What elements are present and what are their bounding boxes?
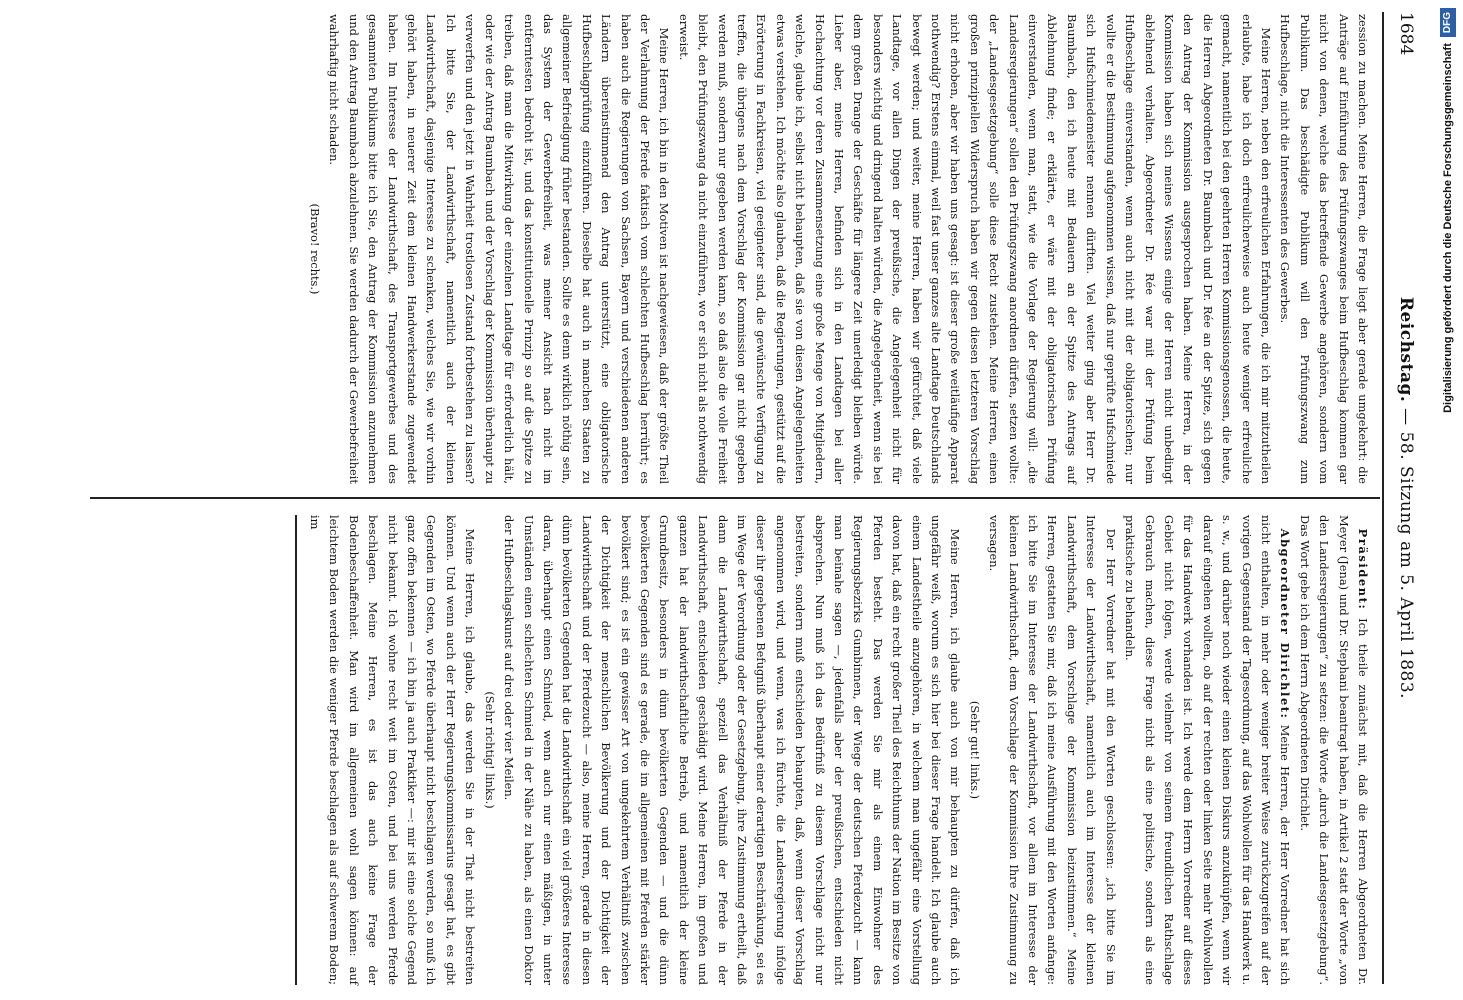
digitization-note-text: Digitalisierung gefördert durch die Deutsche Forschungsgemeinschaft xyxy=(1442,43,1454,413)
column-end-rule xyxy=(295,515,297,985)
left-paragraph: zession zu machen. Meine Herren, die Frage liegt aber gerade umgekehrt: die Anträge auf Einführung des Prüfungszwanges beim Hufbeschlag kommen gar nicht von denen, welche das betreffende Gewerbe angehören, sondern vom Publikum. Das beschädigte Publikum will den Prüfungszwang zum Hufbeschlage, nicht die Interessenten des Gewerbes. xyxy=(1278,14,1370,484)
header-title-reichstag: Reichstag. xyxy=(1396,296,1416,403)
digitization-note xyxy=(1433,8,1463,993)
page-number: 1684 xyxy=(1396,12,1416,56)
digitization-margin xyxy=(1403,8,1454,993)
dirichlet-paragraph: Meine Herren, ich glaube auch von mir behaupten zu dürfen, daß ich ungefähr weiß, worum es sich hier bei dieser Frage handelt. Ich glaube auch einem Landestheile anzugehören, in welchem man ungefähr eine Vorstellung davon hat, daß ein recht großer Theil des Reichthums der Nation im Besitze von Pferden besteht. Das werden Sie mir als einem Einwohner des Regierungsbezirks Gumbinnen, der Wiege der deutschen Pferdezucht — kann man beinahe sagen —, jedenfalls aber der preußischen, entschieden nicht absprechen. Nun muß ich das Bedürfniß zu diesem Vorschlage nicht nur bestreiten, sondern muß entschieden behaupten, daß, wenn dieser Vorschlag angenommen wird, und wenn, was ich fürchte, die Landesregierung infolge dieser ihr gegebenen Befugniß überhaupt einer derartigen Beschränkung, sei es im Wege der Verordnung oder der Gesetzgebung, ihre Zustimmung ertheilt, daß dann die Landwirthschaft, speziell das Verhältniß der Pferde in der Landwirthschaft, entschieden geschädigt wird. Meine Herren, im großen und ganzen hat der landwirthschaftliche Betrieb, und namentlich der kleine Grundbesitz, besonders in dünn bevölkerten Gegenden — und die dünn bevölkerten Gegenden sind es gerade, die im allgemeinen mit Pferden stärker bevölkert sind; es ist ein gewisser Art von umgekehrtem Verhältniß zwischen der Dichtigkeit der menschlichen Bevölkerung und der Dichtigkeit der Landwirthschaft und der Pferdezucht — also, meine Herren, gerade in diesen dünn bevölkerten Gegenden hat die Landwirthschaft ein viel größeres Interesse daran, überhaupt einen Schmied, wenn auch nur einen mäßigen, in unter Umständen einen schlechten Schmied in der Nähe zu haben, als einen Doktor der Hufbeschlagskunst auf drei oder vier Meilen. xyxy=(502,515,963,985)
dirichlet-paragraph xyxy=(1120,515,1295,985)
dirichlet-paragraph: Der Herr Vorredner hat mit den Worten geschlossen: „ich bitte Sie im Interesse der Landwirthschaft, namentlich auch im Interesse der kleinen Landwirthschaft, dem Vorschlage der Kommission beizustimmen.“ Meine Herren, gestatten Sie mir, daß ich meine Ausführung mit den Worten anfange: ich bitte Sie im Interesse der Landwirthschaft, vor allem im Interesse der kleinen Landwirthschaft, dem Vorschlage der Kommission Ihre Zustimmung zu versagen. xyxy=(987,515,1118,985)
left-paragraph: Meine Herren, ich bin in den Motiven ist nachgewiesen, daß der größte Theil der Verlahmung der Pferde faktisch vom schlechten Hufbeschlag herrührt; es haben auch die Regierungen von Sachsen, Bayern und verschiedenen anderen Ländern übereinstimmend den Antrag unterstützt, eine obligatorische Hufbeschlagprüfung einzuführen. Dieselbe hat auch in manchen Staaten zu allgemeiner Befriedigung früher bestanden. Sollte es denn wirklich nöthig sein, das System der Gewerbefreiheit, was meiner Ansicht nach nicht im entferntesten bedroht ist, und das konstitutionelle Prinzip so auf die Spitze zu treiben, daß man die Mitwirkung der einzelnen Landtage für erforderlich hält, oder wie der Antrag Baumbach und der Vorschlag der Kommission überhaupt zu verwerfen und den jetzt in Wahrheit trostlosen Zustand fortbestehen zu lassen? Ich bitte Sie, der Landwirthschaft, namentlich auch der kleinen Landwirthschaft, dasjenige Interesse zu schenken, welches Sie, wie wir vorhin gehört haben, in neuerer Zeit dem kleinen Handwerkerstande zugewendet haben. Im Interesse der Landwirthschaft, des Transportgewerbes und des gesammten Publikums bitte ich Sie, den Antrag der Kommission anzunehmen und den Antrag Baumbach abzulehnen. Sie werden dadurch der Gewerbefreiheit wahrhaftig nicht schaden. xyxy=(327,14,672,484)
header-rule xyxy=(1382,12,1384,984)
president-text: Ich theile zunächst mit, daß die Herren Abgeordneten Dr. Meyer (Jena) und Dr. Stephani beantragt haben, in Artikel 2 statt der Worte „von den Landesregierungen“ zu setzen: die Worte „durch die Landesgesetzgebung“. Das Wort gebe ich dem Herrn Abgeordneten Dirichlet. xyxy=(1297,515,1370,986)
interjection: (Sehr gut! links.) xyxy=(967,700,982,800)
left-column xyxy=(102,14,1372,484)
left-closing-interjection: (Bravo! rechts.) xyxy=(308,203,323,295)
left-paragraph: Meine Herren, neben den erfreulichen Erfahrungen, die ich mir mitzutheilen erlaubte, habe ich doch erfreulicherweise auch heute weniger erfreuliche gemacht, namentlich bei den geehrten Herren Kommissionsgenossen, die heute, die Herren Abgeordneten Dr. Baumbach und Dr. Rée an der Spitze, sich gegen den Antrag der Kommission ausgesprochen haben. Meine Herren, in der Kommission haben sich meines Wissens einige der Herren nicht unbedingt ablehnend verhalten. Abgeordneter Dr. Rée war mit der Prüfung beim Hufbeschlage einverstanden, wenn auch nicht mit der obligatorischen; nur wollte er die Bestimmung aufgenommen wissen, daß nur geprüfte Hufschmiede sich Hufschmiedemeister nennen dürften. Viel weiter ging aber Herr Dr. Baumbach, den ich heute mit Bedauern an der Spitze des Antrags auf Ablehnung finde; er erklärte, er wäre mit der obligatorischen Prüfung einverstanden, wenn man, statt, wie die Vorlage der Regierung will: „die Landesregierungen“ sollen den Prüfungszwang anordnen dürfen, setzen wollte: der „Landesgesetzgebung“ solle diese Recht zustehen. Meine Herren, einen großen prinzipiellen Widerspruch haben wir gegen diesen letzteren Vorschlag nicht erhoben, aber wir haben uns gesagt: ist dieser große weitläufige Apparat nothwendig? Erstens einmal, weil fast unser ganzes alte Landtage Deutschlands bewegt werden; und weiter, meine Herren, haben wir gefürchtet, daß viele Landtage, vor allen Dingen der preußische, die Angelegenheit nicht für besonders wichtig und dringend halten würden, die Angelegenheit, wenn sie bei dem großen Drange der Geschäfte für längere Zeit unerledigt bleiben würde. Lieber aber, meine Herren, befinden sich in den Landtagen bei aller Hochachtung vor deren Zusammensetzung eine große Menge von Mitgliedern, welche, glaube ich, selbst nicht behaupten, daß sie von diesen Angelegenheiten etwas verstehen. Ich möchte also glauben, daß die Regierungen, gestützt auf die Erörterung in Fachkreisen, viel geeigneter sind, die gewünschte Verfügung zu treffen, die übrigens nach dem Vorschlag der Kommission gar nicht gegeben werden muß, sondern nur gegeben werden kann, so daß also die volle Freiheit bleibt, den Prüfungszwang da nicht einzuführen, wo er sich nicht als nothwendig erweist. xyxy=(676,14,1273,484)
interjection: (Sehr richtig! links.) xyxy=(482,691,497,809)
header-session: — 58. Sitzung am 5. April 1883. xyxy=(1396,408,1416,700)
dirichlet-text: Meine Herren, der Herr Vorredner hat sich nicht enthalten, in mehr oder weniger breiter Weise zurückzugreifen auf der vorigen Gegenstand der Tagesordnung, auf das Wohlwollen für das Handwerk u. s. w., und darüber noch wieder einen kleinen Diskurs anzuknüpfen, wenn wir darauf eingehen wollten, ob auf der rechten oder linken Seite mehr Wohlwollen für das Handwerk vorhanden ist. Ich werde dem Herrn Vorredner auf dieses Gebiet nicht folgen, werde vielmehr von seinem freundlichen Rathschlage Gebrauch machen, diese Frage nicht als eine politische, sondern als eine praktische zu behandeln. xyxy=(1123,515,1293,986)
speaker-president: Präsident: xyxy=(1356,528,1370,611)
column-divider xyxy=(90,497,1380,499)
president-paragraph xyxy=(1294,515,1372,985)
speaker-dirichlet: Abgeordneter Dirichlet: xyxy=(1278,528,1293,720)
dfg-logo: DFG xyxy=(1440,8,1456,37)
dirichlet-paragraph: Meine Herren, ich glaube, das werden Sie in der That nicht bestreiten können. Und wenn auch der Herr Regierungskommissarius gesagt hat, es gibt Gegenden im Osten, wo Pferde überhaupt nicht beschlagen werden, so muß ich ganz offen bekennen — ich bin ja auch Praktiker —: mir ist eine solche Gegend nicht bekannt. Ich wohne recht weit im Osten, und bei uns werden Pferde beschlagen. Meine Herren, es ist das auch keine Frage der Bodenbeschaffenheit. Man wird im allgemeinen wohl sagen können: auf leichtem Boden werden die weniger Pferde beschlagen als auf schwerem Boden; im xyxy=(308,515,478,985)
right-column xyxy=(102,515,1372,985)
